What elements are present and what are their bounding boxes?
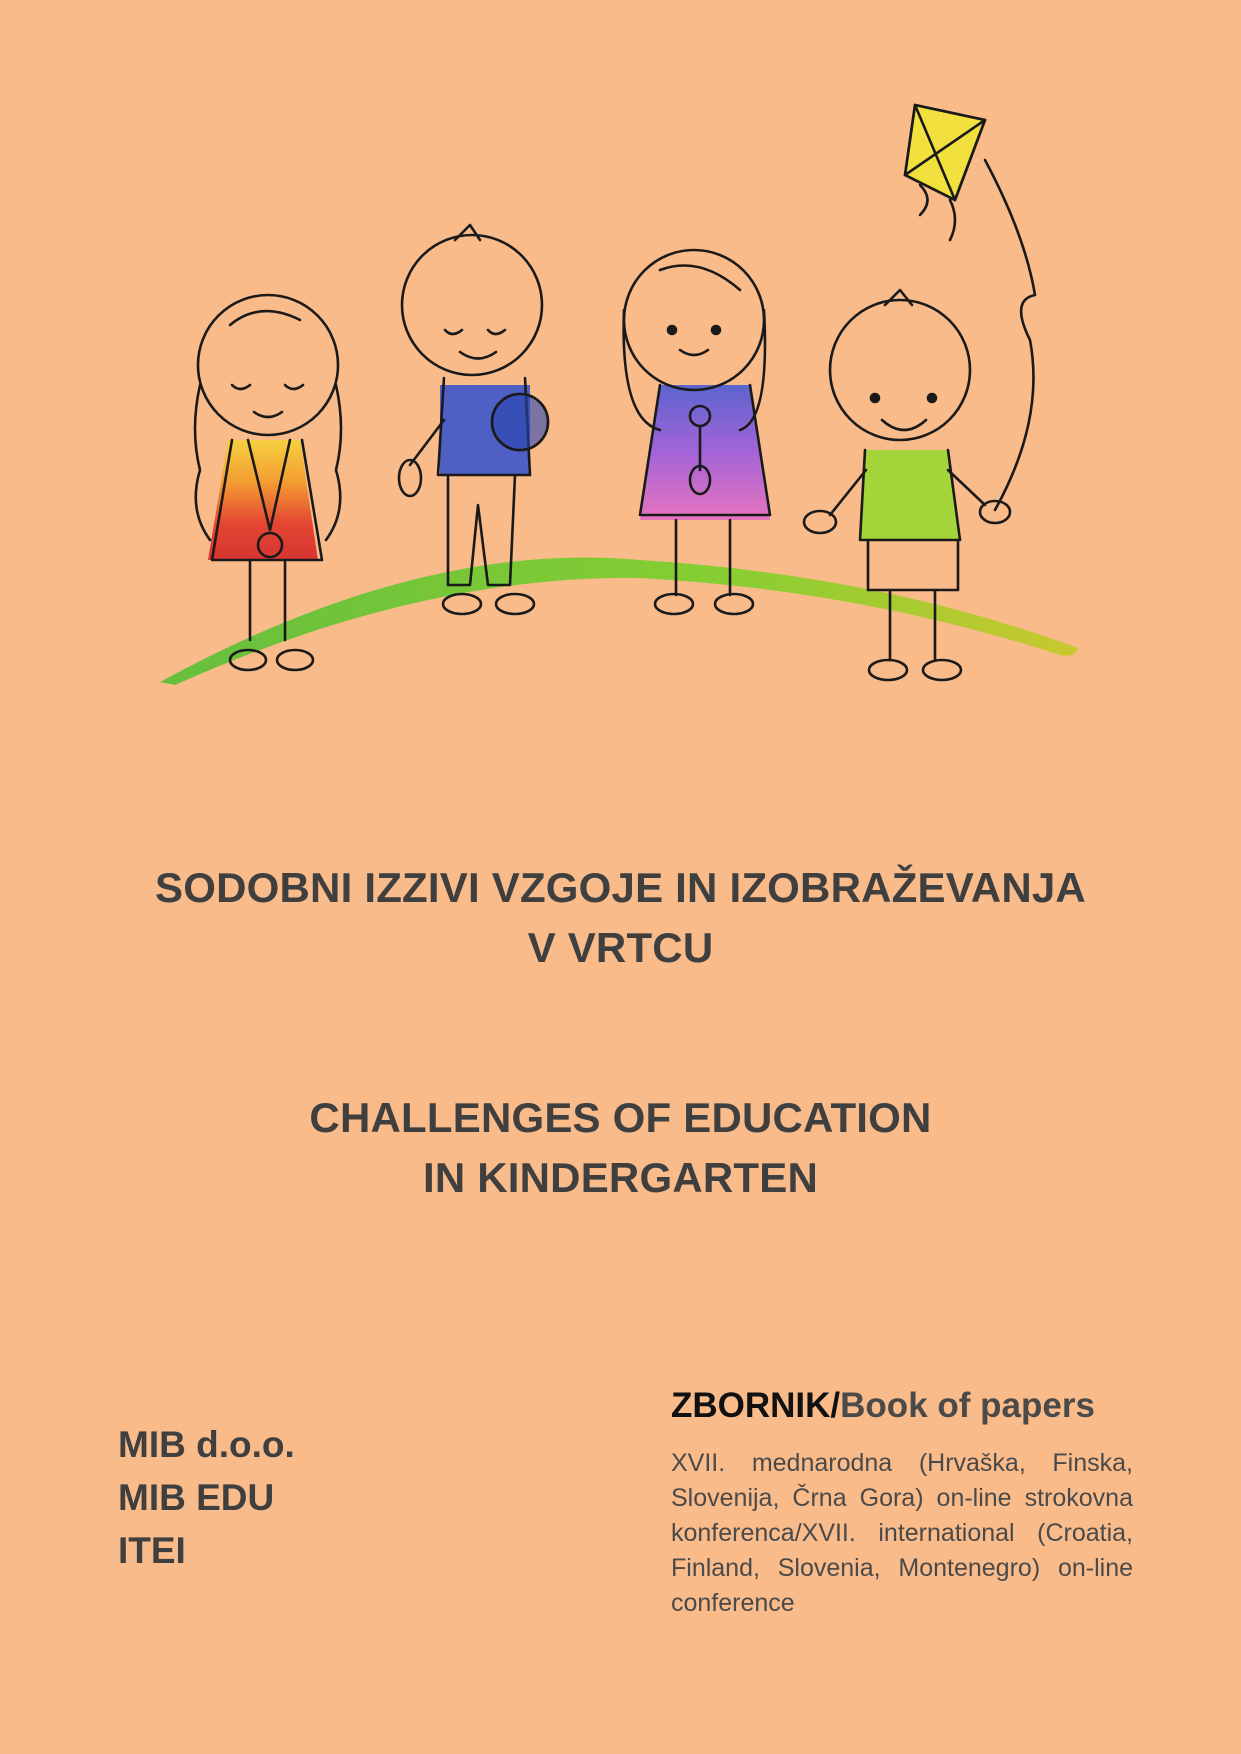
publisher-item: MIB EDU <box>118 1477 275 1518</box>
title-slovenian <box>0 858 1241 978</box>
title-english <box>0 1088 1241 1208</box>
title-slovenian-line1: SODOBNI IZZIVI VZGOJE IN IZOBRAŽEVANJA <box>155 864 1086 911</box>
children-with-kite-illustration-icon <box>0 0 1241 720</box>
publisher-item: ITEI <box>118 1530 186 1571</box>
book-description: XVII. mednarodna (Hrvaška, Finska, Slovenija, Črna Gora) on-line strokovna konferenca/XVII. international (Croatia, Finland, Slovenia, Montenegro) on-line conference <box>671 1449 1133 1617</box>
book-info <box>671 1380 1133 1621</box>
title-english-line2: IN KINDERGARTEN <box>422 1154 818 1201</box>
publishers-list <box>118 1418 295 1577</box>
publisher-item: MIB d.o.o. <box>118 1424 295 1465</box>
title-slovenian-line2: V VRTCU <box>527 924 714 971</box>
title-english-line1: CHALLENGES OF EDUCATION <box>309 1094 932 1141</box>
book-heading-en: Book of papers <box>840 1386 1095 1425</box>
book-heading <box>671 1380 1133 1432</box>
book-heading-sl: ZBORNIK/ <box>671 1386 841 1425</box>
